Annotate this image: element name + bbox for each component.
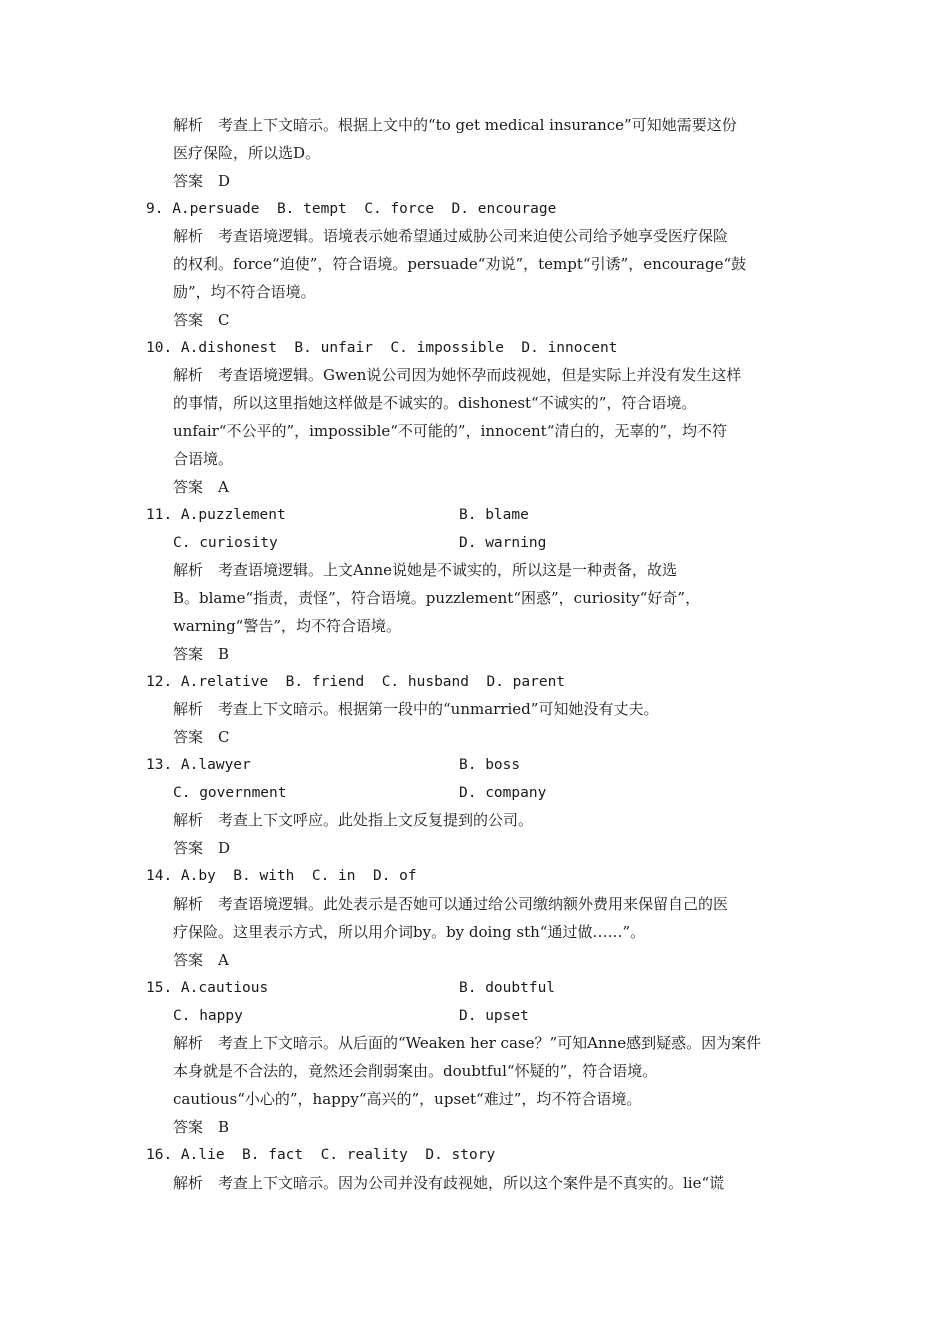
text-line: 解析 考查语境逻辑。上文Anne说她是不诚实的，所以这是一种责备，故选: [173, 561, 678, 579]
option-line: 9. A.persuade B. tempt C. force D. encourage: [146, 201, 557, 217]
text-line: 解析 考查语境逻辑。Gwen说公司因为她怀孕而歧视她，但是实际上并没有发生这样: [173, 366, 742, 384]
text-line: 解析 考查上下文暗示。根据第一段中的“unmarried”可知她没有丈夫。: [173, 700, 659, 718]
option-line: D. warning: [459, 535, 547, 551]
text-line: 医疗保险，所以选D。: [173, 144, 321, 162]
text-line: 答案 C: [173, 728, 230, 746]
text-line: unfair“不公平的”，impossible“不可能的”，innocent“清白的，无辜的”，均不符: [173, 422, 728, 440]
text-line: 解析 考查上下文暗示。因为公司并没有歧视她，所以这个案件是不真实的。lie“谎: [173, 1174, 725, 1192]
text-line: 的事情，所以这里指她这样做是不诚实的。dishonest“不诚实的”，符合语境。: [173, 394, 697, 412]
text-line: warning“警告”，均不符合语境。: [173, 617, 402, 635]
text-line: 答案 D: [173, 839, 231, 857]
text-line: 的权利。force“迫使”，符合语境。persuade“劝说”，tempt“引诱”，encourage“鼓: [173, 255, 747, 273]
option-line: 11. A.puzzlement: [146, 507, 286, 523]
option-line: 14. A.by B. with C. in D. of: [146, 868, 417, 884]
text-line: 疗保险。这里表示方式，所以用介词by。by doing sth“通过做……”。: [173, 923, 646, 941]
text-line: B。blame“指责，责怪”，符合语境。puzzlement“困惑”，curiosity“好奇”，: [173, 589, 701, 607]
text-line: 解析 考查语境逻辑。此处表示是否她可以通过给公司缴纳额外费用来保留自己的医: [173, 895, 729, 913]
option-line: D. upset: [459, 1008, 529, 1024]
option-line: D. company: [459, 785, 547, 801]
option-line: B. doubtful: [459, 980, 556, 996]
text-line: 励”，均不符合语境。: [173, 283, 316, 301]
option-line: C. happy: [173, 1008, 243, 1024]
text-line: 答案 C: [173, 311, 230, 329]
text-line: 答案 B: [173, 1118, 230, 1136]
option-line: C. curiosity: [173, 535, 278, 551]
text-line: 本身就是不合法的，竟然还会削弱案由。doubtful“怀疑的”，符合语境。: [173, 1062, 658, 1080]
option-line: B. boss: [459, 757, 521, 773]
option-line: C. government: [173, 785, 287, 801]
option-line: 12. A.relative B. friend C. husband D. parent: [146, 674, 566, 690]
text-line: 答案 A: [173, 478, 229, 496]
text-line: 解析 考查上下文呼应。此处指上文反复提到的公司。: [173, 811, 534, 829]
text-line: 解析 考查语境逻辑。语境表示她希望通过威胁公司来迫使公司给予她享受医疗保险: [173, 227, 729, 245]
text-line: 答案 A: [173, 951, 229, 969]
text-line: cautious“小心的”，happy“高兴的”，upset“难过”，均不符合语境。: [173, 1090, 642, 1108]
text-line: 答案 B: [173, 645, 230, 663]
text-line: 解析 考查上下文暗示。从后面的“Weaken her case？”可知Anne感到疑惑。因为案件: [173, 1034, 762, 1052]
option-line: 15. A.cautious: [146, 980, 269, 996]
text-line: 解析 考查上下文暗示。根据上文中的“to get medical insurance”可知她需要这份: [173, 116, 737, 134]
text-line: 答案 D: [173, 172, 231, 190]
option-line: 13. A.lawyer: [146, 757, 251, 773]
option-line: 10. A.dishonest B. unfair C. impossible D. innocent: [146, 340, 618, 356]
text-line: 合语境。: [173, 450, 234, 468]
option-line: 16. A.lie B. fact C. reality D. story: [146, 1147, 496, 1163]
option-line: B. blame: [459, 507, 529, 523]
